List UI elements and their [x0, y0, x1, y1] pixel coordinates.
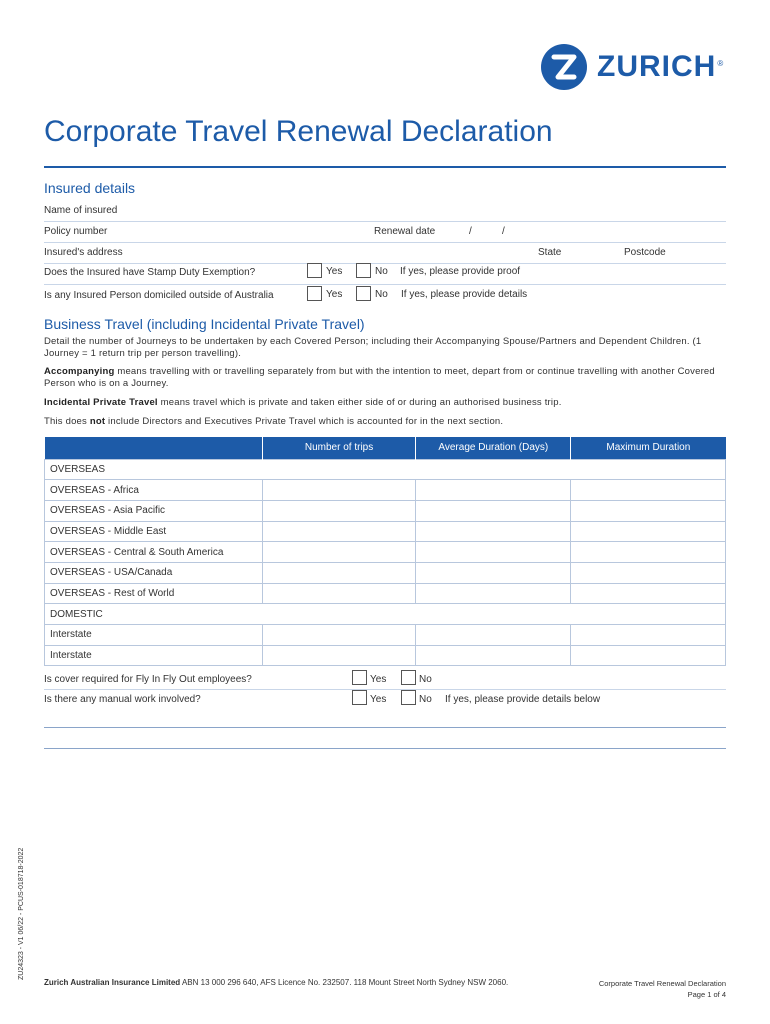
footer-company-details: ABN 13 000 296 640, AFS Licence No. 232507. 118 Mount Street North Sydney NSW 2060. — [180, 978, 509, 987]
table-row — [45, 542, 726, 563]
stamp-duty-no-label: No — [375, 266, 388, 277]
domicile-question: Is any Insured Person domiciled outside of Australia — [44, 290, 274, 301]
name-of-insured-label: Name of insured — [44, 205, 118, 216]
row-label: Interstate — [45, 645, 263, 666]
incidental-text: means travel which is private and taken either side of or during an authorised business trip. — [157, 397, 562, 408]
details-line-2[interactable] — [44, 748, 726, 749]
stamp-duty-question: Does the Insured have Stamp Duty Exemption? — [44, 267, 256, 278]
zurich-logo — [541, 44, 723, 90]
exclusion-note: This does not include Directors and Executives Private Travel which is accounted for in the next section. — [44, 416, 504, 427]
avg-duration-input[interactable] — [416, 625, 571, 646]
table-header-blank — [45, 437, 263, 459]
accompanying-term: Accompanying — [44, 366, 115, 377]
table-row — [45, 645, 726, 666]
fifo-yes-checkbox[interactable] — [352, 670, 367, 685]
table-row — [45, 583, 726, 604]
trips-input[interactable] — [262, 625, 416, 646]
row-label: Interstate — [45, 625, 263, 646]
max-duration-input[interactable] — [571, 625, 726, 646]
name-of-insured-field[interactable] — [44, 221, 726, 222]
avg-duration-input[interactable] — [416, 583, 571, 604]
manual-work-no-label: No — [419, 694, 432, 705]
details-line-1[interactable] — [44, 727, 726, 728]
max-duration-input[interactable] — [571, 500, 726, 521]
avg-duration-input[interactable] — [416, 500, 571, 521]
max-duration-input[interactable] — [571, 562, 726, 583]
footer-page-info — [560, 978, 726, 1000]
domicile-note: If yes, please provide details — [401, 289, 528, 300]
trips-table — [44, 437, 726, 666]
footer-company-info — [44, 978, 508, 987]
avg-duration-input[interactable] — [416, 645, 571, 666]
row-label: OVERSEAS - USA/Canada — [45, 562, 263, 583]
max-duration-input[interactable] — [571, 521, 726, 542]
manual-work-yes-checkbox[interactable] — [352, 690, 367, 705]
avg-duration-input[interactable] — [416, 542, 571, 563]
table-row — [45, 521, 726, 542]
header-average-duration: Average Duration (Days) — [416, 437, 571, 459]
row-label: OVERSEAS - Rest of World — [45, 583, 263, 604]
domicile-no-label: No — [375, 289, 388, 300]
row-label: OVERSEAS - Central & South America — [45, 542, 263, 563]
domicile-yes-label: Yes — [326, 289, 343, 300]
registered-mark: ® — [717, 58, 724, 68]
manual-work-yes-label: Yes — [370, 694, 387, 705]
avg-duration-input[interactable] — [416, 480, 571, 501]
max-duration-input[interactable] — [571, 542, 726, 563]
max-duration-input[interactable] — [571, 480, 726, 501]
insured-address-label: Insured's address — [44, 247, 123, 258]
brand-name: ZURICH — [597, 50, 717, 83]
table-row — [45, 500, 726, 521]
max-duration-input[interactable] — [571, 583, 726, 604]
incidental-term: Incidental Private Travel — [44, 397, 158, 408]
stamp-duty-yes-checkbox[interactable] — [307, 263, 322, 278]
footer-document-name: Corporate Travel Renewal Declaration — [598, 979, 726, 988]
policy-number-label: Policy number — [44, 226, 108, 237]
not-emphasis: not — [89, 416, 106, 427]
title-divider — [44, 166, 726, 168]
manual-work-no-checkbox[interactable] — [401, 690, 416, 705]
date-separator: / — [469, 226, 472, 237]
table-header-row — [45, 437, 726, 459]
renewal-date-label: Renewal date — [374, 226, 436, 237]
incidental-definition — [44, 397, 726, 409]
document-reference-code: ZU24323 - V1 06/22 - PCUS-018718-2022 — [18, 847, 25, 980]
avg-duration-input[interactable] — [416, 562, 571, 583]
stamp-duty-note: If yes, please provide proof — [400, 266, 521, 277]
footer-page-number: Page 1 of 4 — [687, 990, 726, 999]
manual-work-question: Is there any manual work involved? — [44, 694, 201, 705]
table-section-row — [45, 459, 726, 480]
trips-input[interactable] — [262, 480, 416, 501]
fifo-no-label: No — [419, 674, 432, 685]
row-divider — [44, 284, 726, 285]
trips-input[interactable] — [262, 500, 416, 521]
fifo-question: Is cover required for Fly In Fly Out employees? — [44, 674, 252, 685]
date-separator: / — [502, 226, 505, 237]
page-title: Corporate Travel Renewal Declaration — [44, 115, 553, 148]
row-label: OVERSEAS - Africa — [45, 480, 263, 501]
trips-input[interactable] — [262, 645, 416, 666]
stamp-duty-yes-label: Yes — [326, 266, 343, 277]
domicile-no-checkbox[interactable] — [356, 286, 371, 301]
business-travel-heading: Business Travel (including Incidental Private Travel) — [44, 316, 365, 332]
insured-address-field[interactable] — [44, 263, 726, 264]
row-label: OVERSEAS — [45, 459, 726, 480]
postcode-label: Postcode — [624, 247, 666, 258]
trips-input[interactable] — [262, 542, 416, 563]
state-label: State — [538, 247, 562, 258]
insured-details-heading: Insured details — [44, 180, 136, 196]
table-section-row — [45, 604, 726, 625]
stamp-duty-no-checkbox[interactable] — [356, 263, 371, 278]
accompanying-definition — [44, 366, 726, 390]
manual-work-note: If yes, please provide details below — [445, 694, 601, 705]
fifo-no-checkbox[interactable] — [401, 670, 416, 685]
footer-company-name: Zurich Australian Insurance Limited — [44, 978, 181, 987]
fifo-yes-label: Yes — [370, 674, 387, 685]
header-number-of-trips: Number of trips — [262, 437, 416, 459]
table-row — [45, 562, 726, 583]
row-label: OVERSEAS - Middle East — [45, 521, 263, 542]
header-maximum-duration: Maximum Duration — [571, 437, 726, 459]
row-label: DOMESTIC — [45, 604, 726, 625]
avg-duration-input[interactable] — [416, 521, 571, 542]
trips-input[interactable] — [262, 521, 416, 542]
max-duration-input[interactable] — [571, 645, 726, 666]
accompanying-text: means travelling with or travelling separately from but with the intention to meet, depart from or continue travelling with another Covered Person who is on a Journey. — [44, 366, 715, 389]
row-label: OVERSEAS - Asia Pacific — [45, 500, 263, 521]
zurich-z-icon — [541, 44, 587, 90]
domicile-yes-checkbox[interactable] — [307, 286, 322, 301]
table-row — [45, 480, 726, 501]
table-row — [45, 625, 726, 646]
trips-input[interactable] — [262, 562, 416, 583]
journeys-instructions: Detail the number of Journeys to be undertaken by each Covered Person; including their Accompanying Spouse/Partners and Dependent Children. (1 Journey = 1 return trip per person travelling). — [44, 336, 702, 359]
policy-number-field[interactable] — [44, 242, 726, 243]
trips-input[interactable] — [262, 583, 416, 604]
row-divider — [44, 689, 726, 690]
